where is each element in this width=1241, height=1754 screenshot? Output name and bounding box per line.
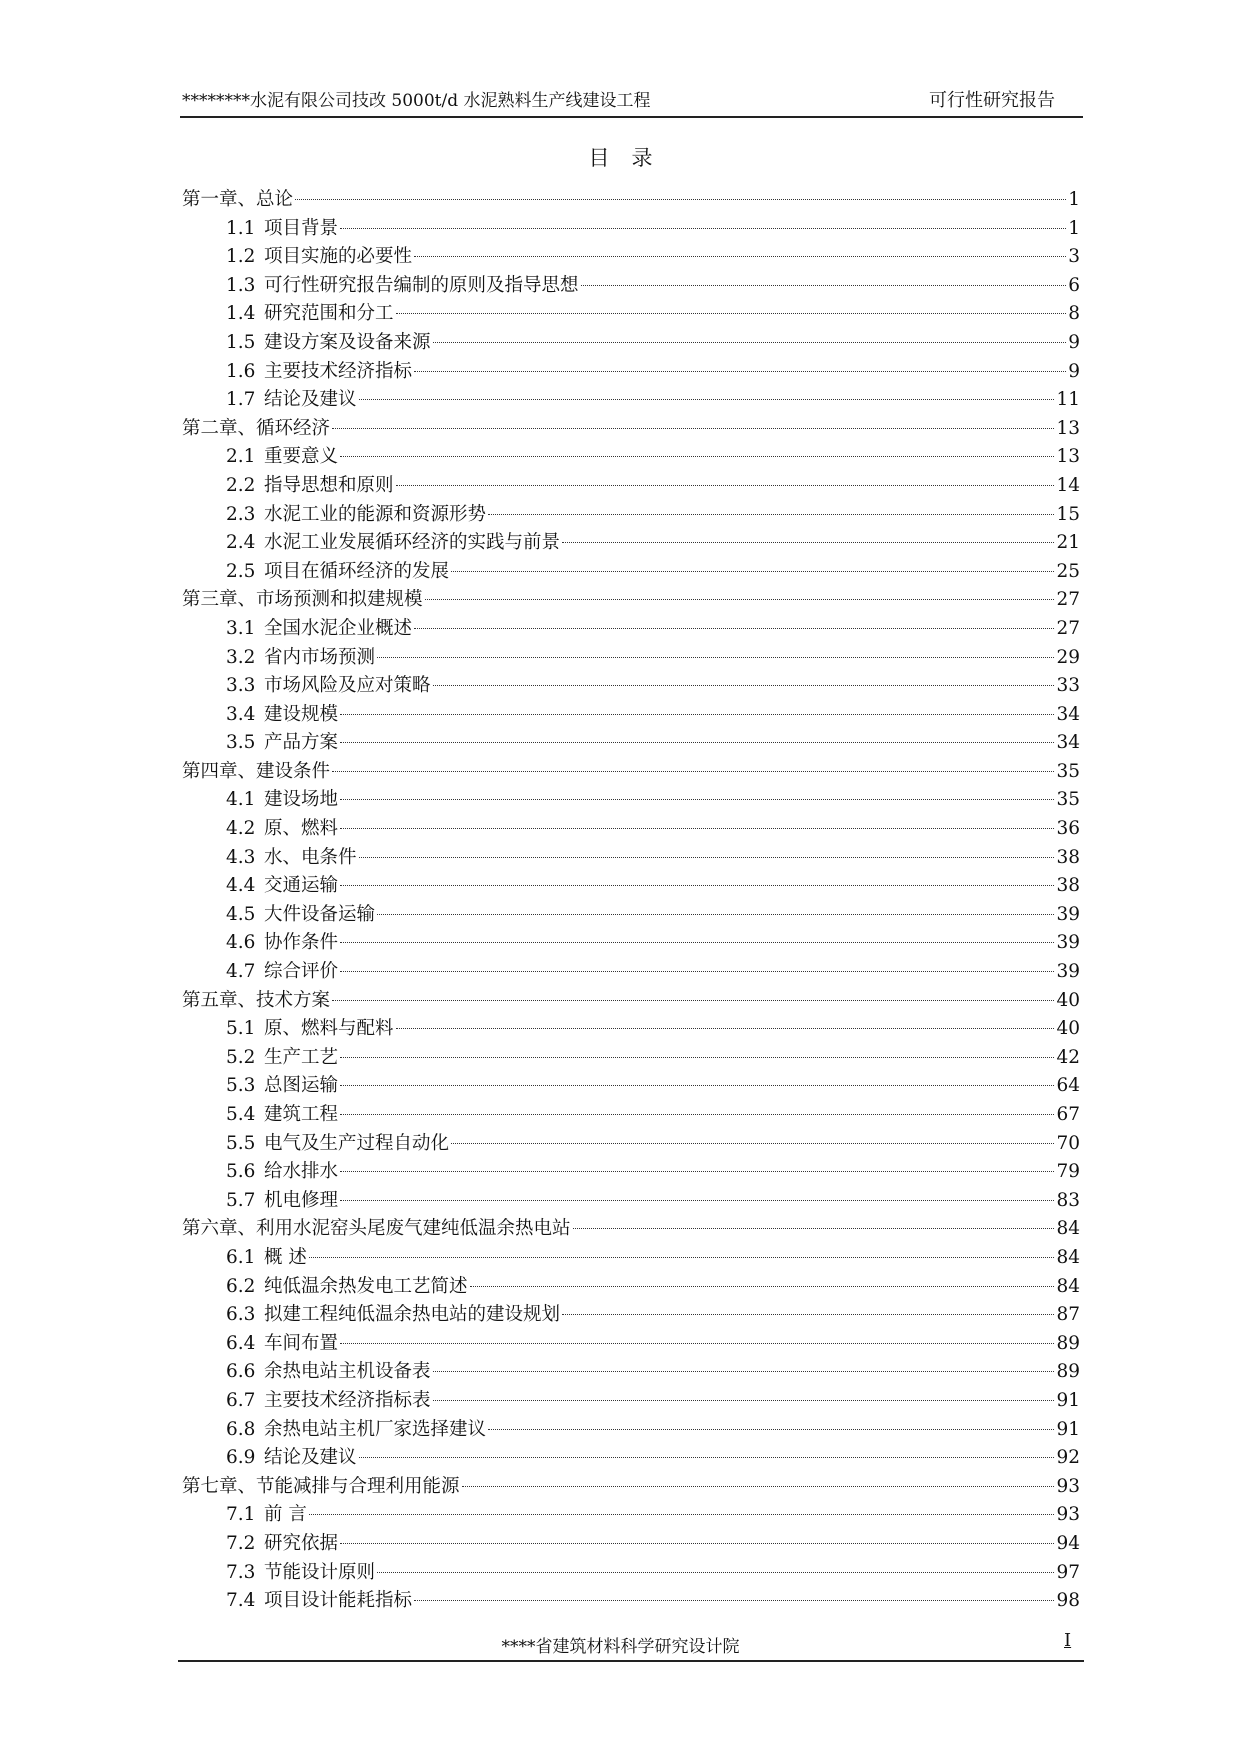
toc-dot-leader — [332, 771, 1054, 772]
toc-section-entry[interactable] — [182, 1072, 1080, 1101]
toc-entry-page: 13 — [1056, 446, 1080, 468]
toc-section-entry[interactable] — [182, 1301, 1080, 1330]
toc-entry-page: 94 — [1056, 1532, 1080, 1554]
toc-section-entry[interactable] — [182, 358, 1080, 387]
toc-section-entry[interactable] — [182, 1015, 1080, 1044]
toc-entry-label: 省内市场预测 — [264, 646, 376, 668]
toc-entry-label: 生产工艺 — [264, 1046, 339, 1068]
toc-entry-page: 83 — [1056, 1189, 1080, 1211]
toc-chapter-entry[interactable] — [182, 1473, 1080, 1502]
toc-entry-label: 综合评价 — [264, 961, 339, 983]
toc-entry-label: 第一章、总论 — [182, 189, 294, 210]
toc-entry-label: 结论及建议 — [264, 389, 357, 411]
toc-entry-page: 67 — [1056, 1104, 1080, 1125]
toc-dot-leader — [562, 542, 1054, 543]
toc-entry-label: 原、燃料与配料 — [264, 1018, 394, 1040]
toc-section-entry[interactable] — [182, 815, 1080, 844]
toc-dot-leader — [332, 428, 1054, 429]
toc-dot-leader — [396, 1028, 1055, 1029]
toc-entry-page: 89 — [1056, 1361, 1080, 1383]
toc-dot-leader — [340, 456, 1054, 457]
toc-section-entry[interactable] — [182, 1501, 1080, 1530]
toc-entry-number: 2.5 — [226, 560, 256, 582]
toc-entry-page: 93 — [1056, 1504, 1080, 1526]
toc-entry-page: 39 — [1056, 961, 1080, 983]
toc-entry-page: 40 — [1056, 1018, 1080, 1040]
toc-section-entry[interactable] — [182, 1273, 1080, 1302]
toc-dot-leader — [451, 571, 1054, 572]
toc-dot-leader — [340, 1543, 1054, 1544]
toc-entry-page: 40 — [1056, 989, 1080, 1011]
toc-entry-number: 1.4 — [226, 303, 256, 325]
toc-dot-leader — [581, 285, 1067, 286]
toc-entry-label: 电气及生产过程自动化 — [264, 1132, 450, 1154]
toc-entry-page: 64 — [1056, 1075, 1080, 1097]
toc-entry-number: 4.3 — [226, 846, 256, 868]
page-header — [180, 86, 1083, 118]
toc-entry-number: 5.4 — [226, 1104, 256, 1125]
toc-dot-leader — [340, 228, 1066, 229]
toc-section-entry[interactable] — [182, 529, 1080, 558]
toc-entry-label: 产品方案 — [264, 732, 339, 754]
toc-dot-leader — [573, 1228, 1055, 1229]
toc-entry-page: 35 — [1056, 760, 1080, 782]
toc-dot-leader — [340, 799, 1054, 800]
toc-dot-leader — [359, 857, 1055, 858]
toc-dot-leader — [340, 1171, 1054, 1172]
toc-section-entry[interactable] — [182, 1130, 1080, 1159]
toc-entry-number: 5.5 — [226, 1132, 256, 1154]
toc-entry-page: 27 — [1056, 617, 1080, 639]
toc-section-entry[interactable] — [182, 386, 1080, 415]
toc-entry-page: 34 — [1056, 703, 1080, 725]
toc-chapter-entry[interactable] — [182, 415, 1080, 444]
toc-entry-label: 项目在循环经济的发展 — [264, 560, 450, 582]
footer-institute: ****省建筑材料科学研究设计院 — [501, 1637, 740, 1657]
toc-section-entry[interactable] — [182, 558, 1080, 587]
toc-entry-page: 13 — [1056, 417, 1080, 439]
toc-entry-label: 建设方案及设备来源 — [264, 331, 431, 353]
toc-dot-leader — [433, 1371, 1055, 1372]
toc-entry-label: 建筑工程 — [264, 1104, 339, 1125]
toc-entry-label: 市场风险及应对策略 — [264, 675, 431, 697]
table-of-contents — [182, 186, 1080, 1616]
toc-section-entry[interactable] — [182, 844, 1080, 873]
toc-entry-page: 27 — [1056, 589, 1080, 611]
toc-section-entry[interactable] — [182, 243, 1080, 272]
toc-section-entry[interactable] — [182, 1559, 1080, 1588]
toc-entry-page: 70 — [1056, 1132, 1080, 1154]
toc-entry-label: 概 述 — [264, 1246, 307, 1268]
toc-entry-page: 39 — [1056, 903, 1080, 925]
toc-entry-page: 35 — [1056, 789, 1080, 811]
toc-section-entry[interactable] — [182, 615, 1080, 644]
toc-entry-label: 第二章、循环经济 — [182, 417, 331, 439]
toc-entry-page: 9 — [1068, 360, 1080, 382]
toc-dot-leader — [433, 685, 1055, 686]
toc-entry-page: 21 — [1056, 532, 1080, 554]
toc-section-entry[interactable] — [182, 644, 1080, 673]
toc-section-entry[interactable] — [182, 1530, 1080, 1559]
toc-entry-number: 4.6 — [226, 932, 256, 954]
toc-entry-label: 给水排水 — [264, 1161, 339, 1183]
toc-entry-page: 25 — [1056, 560, 1080, 582]
toc-chapter-entry[interactable] — [182, 1215, 1080, 1244]
toc-dot-leader — [433, 342, 1067, 343]
toc-entry-label: 第五章、技术方案 — [182, 989, 331, 1011]
toc-entry-number: 5.2 — [226, 1046, 256, 1068]
toc-entry-label: 重要意义 — [264, 446, 339, 468]
toc-dot-leader — [396, 485, 1055, 486]
toc-entry-number: 6.9 — [226, 1447, 256, 1469]
toc-entry-number: 4.4 — [226, 875, 256, 897]
toc-section-entry[interactable] — [182, 701, 1080, 730]
toc-entry-label: 第四章、建设条件 — [182, 760, 331, 782]
toc-entry-label: 水泥工业发展循环经济的实践与前景 — [264, 532, 561, 554]
toc-section-entry[interactable] — [182, 215, 1080, 244]
toc-entry-number: 1.5 — [226, 331, 256, 353]
toc-entry-label: 全国水泥企业概述 — [264, 617, 413, 639]
toc-section-entry[interactable] — [182, 672, 1080, 701]
toc-dot-leader — [377, 914, 1054, 915]
toc-dot-leader — [309, 1257, 1055, 1258]
toc-entry-label: 建设场地 — [264, 789, 339, 811]
toc-entry-number: 4.2 — [226, 818, 256, 840]
toc-entry-number: 1.6 — [226, 360, 256, 382]
toc-entry-number: 3.5 — [226, 732, 256, 754]
toc-entry-page: 84 — [1056, 1218, 1080, 1240]
toc-entry-label: 纯低温余热发电工艺简述 — [264, 1275, 468, 1297]
toc-section-entry[interactable] — [182, 300, 1080, 329]
toc-dot-leader — [377, 657, 1054, 658]
toc-section-entry[interactable] — [182, 1358, 1080, 1387]
toc-dot-leader — [414, 1600, 1054, 1601]
toc-title: 目录 — [588, 146, 675, 170]
toc-entry-page: 92 — [1056, 1447, 1080, 1469]
toc-section-entry[interactable] — [182, 1101, 1080, 1130]
header-report-type: 可行性研究报告 — [929, 90, 1055, 111]
toc-dot-leader — [470, 1286, 1055, 1287]
toc-entry-number: 5.7 — [226, 1189, 256, 1211]
toc-section-entry[interactable] — [182, 1244, 1080, 1273]
toc-entry-page: 15 — [1056, 503, 1080, 525]
toc-dot-leader — [425, 599, 1055, 600]
toc-entry-page: 6 — [1068, 274, 1080, 296]
toc-entry-page: 9 — [1068, 331, 1080, 353]
toc-chapter-entry[interactable] — [182, 586, 1080, 615]
toc-section-entry[interactable] — [182, 929, 1080, 958]
toc-entry-number: 2.2 — [226, 474, 256, 496]
toc-section-entry[interactable] — [182, 1444, 1080, 1473]
toc-entry-label: 前 言 — [264, 1504, 307, 1526]
page-number: I — [1064, 1630, 1072, 1651]
toc-entry-label: 主要技术经济指标 — [264, 360, 413, 382]
toc-dot-leader — [295, 199, 1066, 200]
toc-entry-number: 2.4 — [226, 532, 256, 554]
toc-section-entry[interactable] — [182, 443, 1080, 472]
toc-entry-label: 项目背景 — [264, 217, 339, 239]
toc-dot-leader — [488, 514, 1054, 515]
toc-entry-number: 3.3 — [226, 675, 256, 697]
toc-section-entry[interactable] — [182, 1158, 1080, 1187]
toc-section-entry[interactable] — [182, 501, 1080, 530]
toc-entry-page: 11 — [1056, 389, 1080, 411]
toc-entry-number: 2.1 — [226, 446, 256, 468]
toc-entry-page: 84 — [1056, 1246, 1080, 1268]
toc-chapter-entry[interactable] — [182, 186, 1080, 215]
toc-entry-number: 1.7 — [226, 389, 256, 411]
toc-entry-number: 4.1 — [226, 789, 256, 811]
toc-dot-leader — [340, 1343, 1054, 1344]
toc-entry-page: 98 — [1056, 1590, 1080, 1612]
toc-entry-number: 7.3 — [226, 1561, 256, 1583]
toc-section-entry[interactable] — [182, 329, 1080, 358]
toc-entry-number: 4.7 — [226, 961, 256, 983]
toc-entry-number: 6.1 — [226, 1246, 256, 1268]
footer-rule — [178, 1660, 1084, 1662]
toc-entry-number: 7.4 — [226, 1590, 256, 1612]
toc-entry-page: 1 — [1068, 217, 1080, 239]
toc-dot-leader — [340, 1114, 1054, 1115]
toc-dot-leader — [332, 1000, 1054, 1001]
toc-entry-label: 第三章、市场预测和拟建规模 — [182, 589, 423, 611]
toc-dot-leader — [377, 1572, 1054, 1573]
toc-entry-page: 33 — [1056, 675, 1080, 697]
toc-entry-page: 8 — [1068, 303, 1080, 325]
toc-entry-number: 6.8 — [226, 1418, 256, 1440]
toc-dot-leader — [340, 1200, 1054, 1201]
toc-entry-label: 余热电站主机设备表 — [264, 1361, 431, 1383]
toc-entry-number: 5.3 — [226, 1075, 256, 1097]
toc-entry-page: 87 — [1056, 1304, 1080, 1326]
toc-entry-label: 协作条件 — [264, 932, 339, 954]
toc-entry-page: 38 — [1056, 875, 1080, 897]
toc-entry-page: 89 — [1056, 1332, 1080, 1354]
toc-dot-leader — [414, 371, 1066, 372]
toc-dot-leader — [433, 1400, 1055, 1401]
toc-entry-page: 91 — [1056, 1389, 1080, 1411]
toc-entry-page: 97 — [1056, 1561, 1080, 1583]
toc-entry-page: 14 — [1056, 474, 1080, 496]
toc-section-entry[interactable] — [182, 786, 1080, 815]
toc-entry-page: 38 — [1056, 846, 1080, 868]
toc-dot-leader — [562, 1314, 1054, 1315]
toc-section-entry[interactable] — [182, 472, 1080, 501]
toc-entry-label: 建设规模 — [264, 703, 339, 725]
toc-entry-label: 结论及建议 — [264, 1447, 357, 1469]
toc-entry-number: 6.4 — [226, 1332, 256, 1354]
toc-entry-label: 研究范围和分工 — [264, 303, 394, 325]
toc-section-entry[interactable] — [182, 901, 1080, 930]
toc-entry-page: 42 — [1056, 1046, 1080, 1068]
toc-entry-number: 3.2 — [226, 646, 256, 668]
toc-dot-leader — [309, 1514, 1055, 1515]
toc-section-entry[interactable] — [182, 1387, 1080, 1416]
toc-entry-number: 1.2 — [226, 246, 256, 268]
toc-entry-label: 余热电站主机厂家选择建议 — [264, 1418, 487, 1440]
toc-entry-label: 第六章、利用水泥窑头尾废气建纯低温余热电站 — [182, 1218, 571, 1240]
toc-entry-page: 79 — [1056, 1161, 1080, 1183]
toc-entry-label: 水泥工业的能源和资源形势 — [264, 503, 487, 525]
toc-entry-label: 车间布置 — [264, 1332, 339, 1354]
toc-chapter-entry[interactable] — [182, 987, 1080, 1016]
toc-entry-number: 2.3 — [226, 503, 256, 525]
toc-entry-label: 总图运输 — [264, 1075, 339, 1097]
toc-entry-number: 1.3 — [226, 274, 256, 296]
toc-entry-label: 指导思想和原则 — [264, 474, 394, 496]
toc-entry-page: 36 — [1056, 818, 1080, 840]
toc-entry-label: 主要技术经济指标表 — [264, 1389, 431, 1411]
toc-entry-label: 大件设备运输 — [264, 903, 376, 925]
toc-entry-page: 93 — [1056, 1475, 1080, 1497]
toc-chapter-entry[interactable] — [182, 758, 1080, 787]
toc-entry-number: 6.6 — [226, 1361, 256, 1383]
toc-dot-leader — [340, 971, 1054, 972]
toc-entry-label: 机电修理 — [264, 1189, 339, 1211]
toc-entry-page: 91 — [1056, 1418, 1080, 1440]
toc-entry-number: 5.6 — [226, 1161, 256, 1183]
toc-entry-number: 3.1 — [226, 617, 256, 639]
toc-entry-page: 39 — [1056, 932, 1080, 954]
toc-section-entry[interactable] — [182, 1330, 1080, 1359]
toc-dot-leader — [340, 828, 1054, 829]
toc-dot-leader — [396, 313, 1067, 314]
toc-entry-label: 原、燃料 — [264, 818, 339, 840]
toc-entry-page: 3 — [1068, 246, 1080, 268]
toc-section-entry[interactable] — [182, 958, 1080, 987]
toc-entry-number: 6.2 — [226, 1275, 256, 1297]
toc-section-entry[interactable] — [182, 729, 1080, 758]
toc-dot-leader — [359, 1457, 1055, 1458]
toc-entry-number: 4.5 — [226, 903, 256, 925]
toc-entry-label: 水、电条件 — [264, 846, 357, 868]
toc-dot-leader — [340, 1085, 1054, 1086]
toc-entry-label: 拟建工程纯低温余热电站的建设规划 — [264, 1304, 561, 1326]
toc-entry-label: 交通运输 — [264, 875, 339, 897]
toc-dot-leader — [340, 742, 1054, 743]
toc-section-entry[interactable] — [182, 1587, 1080, 1616]
toc-entry-number: 6.3 — [226, 1304, 256, 1326]
toc-section-entry[interactable] — [182, 1187, 1080, 1216]
toc-entry-label: 第七章、节能减排与合理利用能源 — [182, 1475, 460, 1497]
toc-dot-leader — [488, 1429, 1054, 1430]
toc-dot-leader — [340, 885, 1054, 886]
toc-dot-leader — [462, 1486, 1055, 1487]
toc-dot-leader — [340, 714, 1054, 715]
toc-entry-label: 研究依据 — [264, 1532, 339, 1554]
toc-entry-label: 节能设计原则 — [264, 1561, 376, 1583]
toc-dot-leader — [451, 1143, 1054, 1144]
toc-entry-number: 7.2 — [226, 1532, 256, 1554]
header-document-title: ********水泥有限公司技改 5000t/d 水泥熟料生产线建设工程 — [182, 91, 651, 111]
toc-section-entry[interactable] — [182, 1044, 1080, 1073]
toc-entry-page: 1 — [1068, 189, 1080, 210]
toc-entry-page: 29 — [1056, 646, 1080, 668]
toc-dot-leader — [359, 399, 1055, 400]
toc-dot-leader — [340, 1057, 1054, 1058]
toc-dot-leader — [340, 942, 1054, 943]
toc-entry-label: 项目实施的必要性 — [264, 246, 413, 268]
toc-entry-number: 5.1 — [226, 1018, 256, 1040]
toc-entry-label: 项目设计能耗指标 — [264, 1590, 413, 1612]
toc-section-entry[interactable] — [182, 1416, 1080, 1445]
toc-entry-page: 34 — [1056, 732, 1080, 754]
toc-section-entry[interactable] — [182, 272, 1080, 301]
toc-entry-page: 84 — [1056, 1275, 1080, 1297]
toc-entry-number: 1.1 — [226, 217, 256, 239]
toc-dot-leader — [414, 628, 1054, 629]
toc-section-entry[interactable] — [182, 872, 1080, 901]
toc-dot-leader — [414, 256, 1066, 257]
toc-entry-number: 7.1 — [226, 1504, 256, 1526]
toc-entry-number: 6.7 — [226, 1389, 256, 1411]
toc-entry-label: 可行性研究报告编制的原则及指导思想 — [264, 274, 579, 296]
toc-entry-number: 3.4 — [226, 703, 256, 725]
